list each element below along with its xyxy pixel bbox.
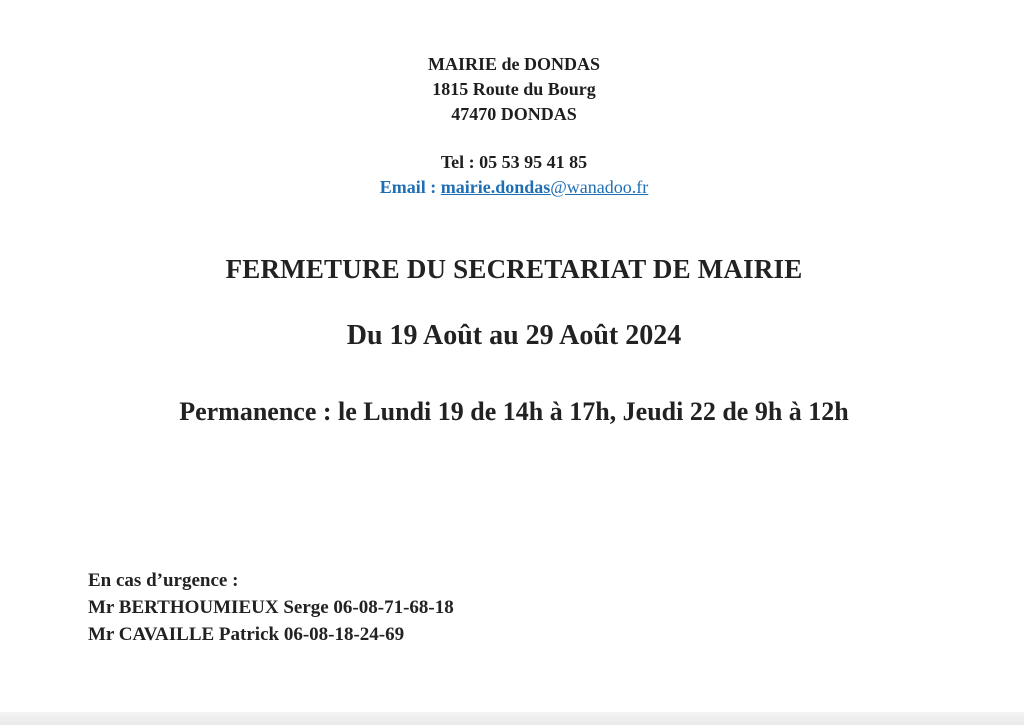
phone-label: Tel : (440, 152, 475, 172)
closure-dates: Du 19 Août au 29 Août 2024 (346, 320, 682, 351)
phone-number: 05 53 95 41 85 (479, 152, 588, 172)
mairie-header (0, 52, 1024, 200)
scan-edge (0, 712, 1024, 725)
email-local: mairie.dondas (440, 177, 551, 197)
emergency-contact: Mr BERTHOUMIEUX Serge 06-08-71-68-18 (88, 597, 454, 618)
email-domain: @wanadoo.fr (550, 177, 649, 197)
email-row (0, 175, 1024, 200)
notice-title: FERMETURE DU SECRETARIAT DE MAIRIE (225, 254, 803, 284)
permanence-hours: Permanence : le Lundi 19 de 14h à 17h, Jeudi 22 de 9h à 12h (179, 397, 849, 426)
emergency-contact: Mr CAVAILLE Patrick 06-08-18-24-69 (88, 624, 405, 645)
org-name: MAIRIE de DONDAS (427, 54, 600, 74)
emergency-contacts (88, 567, 454, 648)
emergency-heading: En cas d’urgence : (88, 570, 239, 591)
email-link[interactable] (441, 177, 649, 197)
city-address: 47470 DONDAS (451, 104, 577, 124)
email-label: Email : (379, 177, 437, 197)
street-address: 1815 Route du Bourg (432, 79, 596, 99)
phone-row (0, 150, 1024, 175)
